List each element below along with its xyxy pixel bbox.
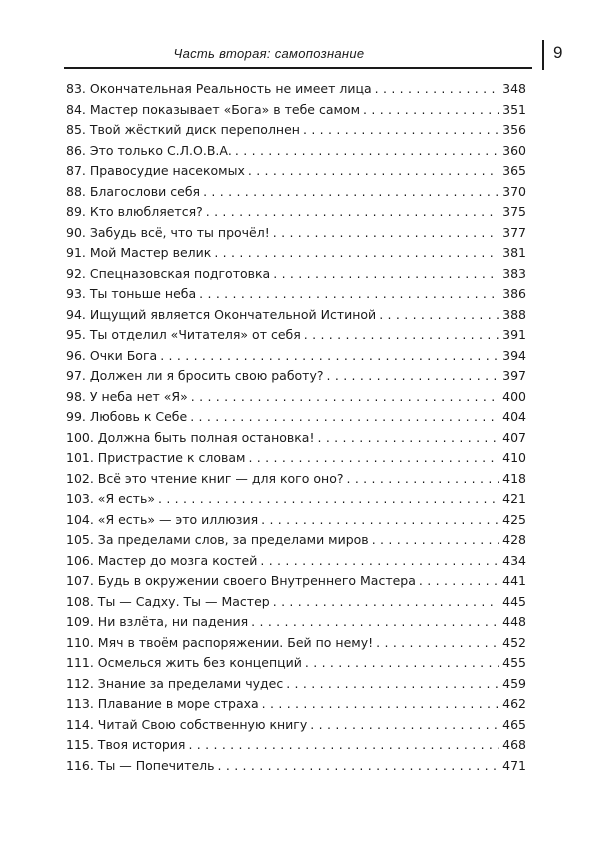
toc-entry: [66, 407, 526, 428]
toc-entry-page: 452: [502, 634, 526, 650]
dot-leader: [261, 510, 499, 530]
dot-leader: [191, 387, 499, 407]
toc-entry-page: 462: [502, 696, 526, 711]
toc-entry-title: 108. Ты — Садху. Ты — Мастер: [66, 593, 270, 609]
toc-entry-title: 84. Мастер показывает «Бога» в тебе самом: [66, 101, 361, 117]
toc-entry-page: 410: [502, 450, 526, 465]
dot-leader: [262, 695, 499, 715]
toc-entry-title: 86. Это только С.Л.О.В.А.: [66, 142, 232, 158]
toc-entry: [66, 592, 526, 613]
toc-entry: [66, 284, 526, 305]
dot-leader: [273, 592, 499, 612]
toc-entry-title: 107. Будь в окружении своего Внутреннего Мастера: [66, 573, 416, 588]
toc-entry-page: 448: [502, 614, 526, 629]
toc-entry-title: 116. Ты — Попечитель: [66, 757, 215, 773]
dot-leader: [248, 449, 499, 469]
toc-entry-title: 111. Осмелься жить без концепций: [66, 655, 302, 670]
toc-entry-title: 112. Знание за пределами чудес: [66, 675, 284, 691]
toc-entry-page: 434: [502, 552, 526, 568]
dot-leader: [214, 244, 499, 264]
toc-entry-page: 370: [502, 183, 526, 199]
header-rule: [64, 67, 532, 69]
toc-entry-title: 110. Мяч в твоём распоряжении. Бей по нему!: [66, 634, 374, 650]
dot-leader: [310, 715, 499, 735]
toc-entry-title: 85. Твой жёсткий диск переполнен: [66, 122, 300, 137]
toc-entry-title: 106. Мастер до мозга костей: [66, 552, 258, 568]
toc-entry-page: 377: [502, 224, 526, 240]
dot-leader: [273, 223, 499, 243]
dot-leader: [363, 100, 499, 120]
toc-entry-title: 105. За пределами слов, за пределами миров: [66, 532, 369, 547]
toc-entry-page: 388: [502, 306, 526, 322]
toc-entry-title: 96. Очки Бога: [66, 347, 158, 363]
dot-leader: [286, 674, 499, 694]
toc-entry: [66, 120, 526, 141]
toc-entry: [66, 735, 526, 756]
toc-entry-title: 101. Пристрастие к словам: [66, 450, 246, 465]
toc-entry: [66, 653, 526, 674]
toc-entry-title: 114. Читай Свою собственную книгу: [66, 716, 308, 732]
toc-entry: [66, 674, 526, 695]
toc-entry: [66, 100, 526, 121]
toc-entry-page: 365: [502, 163, 526, 178]
toc-entry-page: 445: [502, 593, 526, 609]
dot-leader: [251, 613, 499, 633]
toc-entry-page: 351: [502, 101, 526, 117]
dot-leader: [248, 162, 499, 182]
page-number: 9: [553, 43, 563, 62]
toc-entry: [66, 633, 526, 654]
toc-entry-title: 97. Должен ли я бросить свою работу?: [66, 368, 324, 383]
toc-entry-title: 115. Твоя история: [66, 737, 186, 752]
toc-entry-page: 455: [502, 655, 526, 670]
toc-entry-page: 391: [502, 327, 526, 342]
toc-entry: [66, 715, 526, 736]
toc-entry: [66, 489, 526, 510]
dot-leader: [203, 182, 499, 202]
toc-entry-page: 360: [502, 142, 526, 158]
toc-entry-title: 98. У неба нет «Я»: [66, 388, 188, 404]
dot-leader: [346, 469, 499, 489]
dot-leader: [372, 531, 499, 551]
toc-entry-title: 92. Спецназовская подготовка: [66, 265, 271, 281]
running-header: [64, 40, 563, 68]
toc-entry-page: 471: [502, 757, 526, 773]
toc-entry: [66, 305, 526, 326]
toc-entry: [66, 79, 526, 100]
toc-entry-title: 89. Кто влюбляется?: [66, 204, 203, 219]
toc-entry-title: 91. Мой Мастер велик: [66, 245, 212, 260]
toc-entry-page: 441: [502, 573, 526, 588]
toc-entry-page: 407: [502, 429, 526, 445]
dot-leader: [160, 346, 499, 366]
toc-entry-page: 468: [502, 737, 526, 752]
toc-entry-title: 83. Окончательная Реальность не имеет лица: [66, 81, 372, 96]
toc-entry-page: 397: [502, 368, 526, 383]
dot-leader: [190, 408, 499, 428]
toc-entry-title: 113. Плавание в море страха: [66, 696, 259, 711]
dot-leader: [379, 305, 499, 325]
dot-leader: [376, 633, 499, 653]
dot-leader: [419, 572, 499, 592]
table-of-contents: [66, 79, 526, 776]
dot-leader: [199, 285, 499, 305]
dot-leader: [303, 121, 499, 141]
toc-entry-page: 381: [502, 245, 526, 260]
toc-entry-title: 103. «Я есть»: [66, 491, 155, 506]
toc-entry-title: 100. Должна быть полная остановка!: [66, 429, 315, 445]
toc-entry: [66, 510, 526, 531]
toc-entry-page: 386: [502, 286, 526, 301]
dot-leader: [273, 264, 499, 284]
toc-entry-title: 87. Правосудие насекомых: [66, 163, 245, 178]
toc-entry-title: 94. Ищущий является Окончательной Истиной: [66, 306, 377, 322]
toc-entry: [66, 141, 526, 162]
toc-entry-page: 348: [502, 81, 526, 96]
toc-entry-page: 465: [502, 716, 526, 732]
toc-entry: [66, 346, 526, 367]
toc-entry: [66, 202, 526, 223]
toc-entry: [66, 551, 526, 572]
toc-entry: [66, 243, 526, 264]
toc-entry-title: 90. Забудь всё, что ты прочёл!: [66, 224, 270, 240]
dot-leader: [235, 141, 499, 161]
dot-leader: [218, 756, 500, 776]
toc-entry-page: 418: [502, 470, 526, 486]
toc-entry: [66, 182, 526, 203]
toc-entry: [66, 448, 526, 469]
toc-entry: [66, 469, 526, 490]
toc-entry-title: 99. Любовь к Себе: [66, 409, 188, 424]
dot-leader: [188, 736, 499, 756]
toc-entry: [66, 387, 526, 408]
toc-entry-page: 383: [502, 265, 526, 281]
toc-entry: [66, 428, 526, 449]
dot-leader: [305, 654, 499, 674]
toc-entry: [66, 694, 526, 715]
toc-entry-page: 400: [502, 388, 526, 404]
toc-entry: [66, 161, 526, 182]
toc-entry: [66, 264, 526, 285]
toc-entry-page: 356: [502, 122, 526, 137]
toc-entry: [66, 756, 526, 777]
toc-entry-page: 428: [502, 532, 526, 547]
toc-entry-title: 88. Благослови себя: [66, 183, 201, 199]
toc-entry-title: 109. Ни взлёта, ни падения: [66, 614, 249, 629]
dot-leader: [206, 203, 499, 223]
toc-entry: [66, 366, 526, 387]
toc-entry-title: 93. Ты тоньше неба: [66, 286, 197, 301]
dot-leader: [375, 80, 500, 100]
toc-entry-page: 375: [502, 204, 526, 219]
toc-entry-page: 394: [502, 347, 526, 363]
dot-leader: [158, 490, 499, 510]
toc-entry: [66, 325, 526, 346]
dot-leader: [327, 367, 500, 387]
toc-entry: [66, 530, 526, 551]
toc-entry: [66, 612, 526, 633]
toc-entry-title: 95. Ты отделил «Читателя» от себя: [66, 327, 301, 342]
toc-entry-page: 459: [502, 675, 526, 691]
dot-leader: [260, 551, 499, 571]
toc-entry-title: 102. Всё это чтение книг — для кого оно?: [66, 470, 344, 486]
toc-entry-page: 421: [502, 491, 526, 506]
dot-leader: [304, 326, 499, 346]
toc-entry: [66, 571, 526, 592]
toc-entry-title: 104. «Я есть» — это иллюзия: [66, 511, 259, 527]
header-divider: [542, 40, 544, 70]
dot-leader: [317, 428, 499, 448]
running-header-title: Часть вторая: самопознание: [173, 46, 365, 61]
toc-entry: [66, 223, 526, 244]
toc-entry-page: 404: [502, 409, 526, 424]
toc-entry-page: 425: [502, 511, 526, 527]
